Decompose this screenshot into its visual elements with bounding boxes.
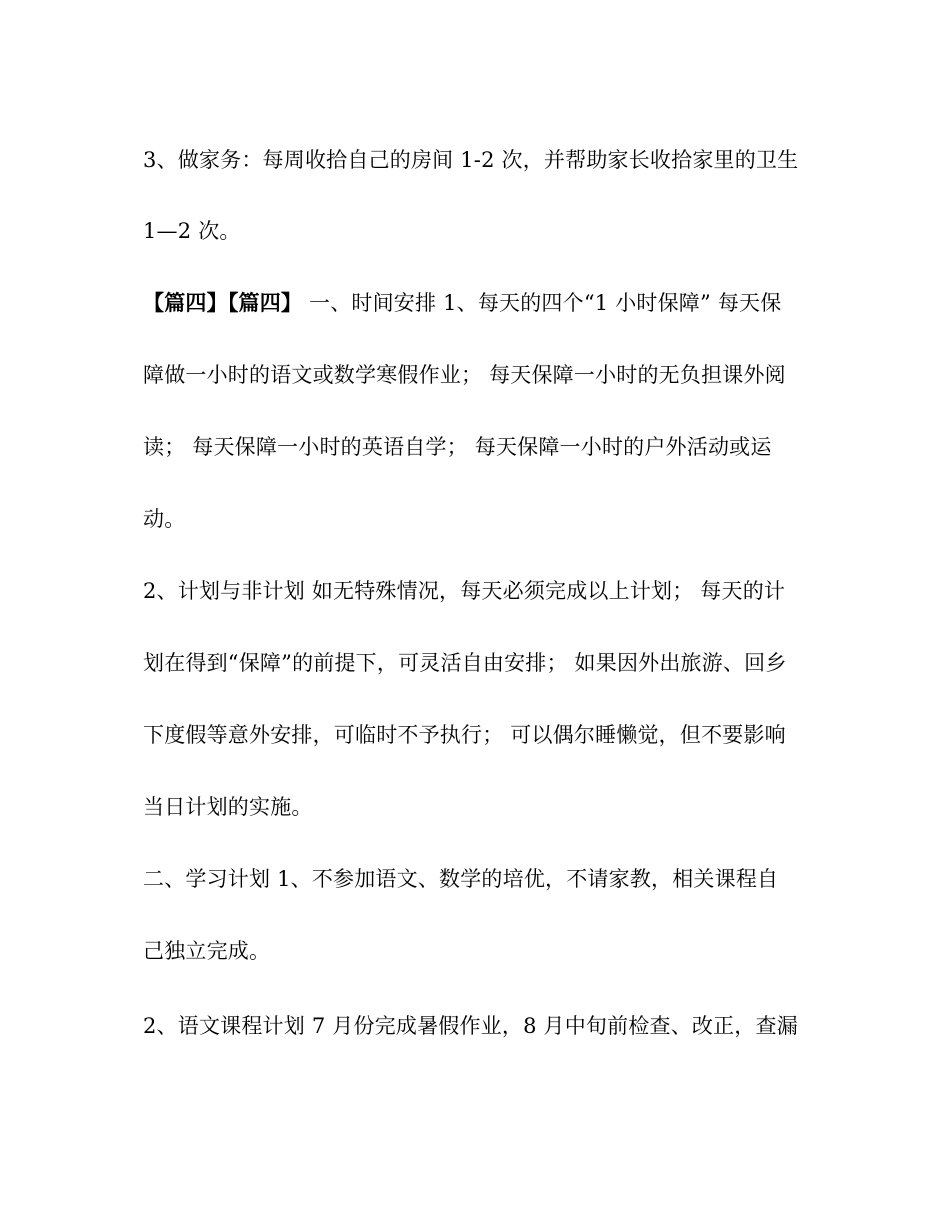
- text-line-10: 当日计划的实施。: [143, 795, 313, 819]
- text-line-2: 1—2 次。: [143, 219, 241, 243]
- text-line-1: 3、做家务：每周收拾自己的房间 1-2 次，并帮助家长收拾家里的卫生: [143, 148, 799, 172]
- text-line-13: 2、语文课程计划 7 月份完成暑假作业，8 月中旬前检查、改正，查漏: [143, 1014, 798, 1038]
- text-line-7: 2、计划与非计划 如无特殊情况，每天必须完成以上计划； 每天的计: [143, 579, 786, 603]
- section-heading-line: [143, 290, 823, 316]
- text-line-6: 动。: [143, 507, 186, 531]
- text-line-8: 划在得到“保障”的前提下，可灵活自由安排； 如果因外出旅游、回乡: [143, 651, 787, 675]
- text-line-4: 障做一小时的语文或数学寒假作业； 每天保障一小时的无负担课外阅: [143, 363, 786, 387]
- text-line-5: 读； 每天保障一小时的英语自学； 每天保障一小时的户外活动或运: [143, 435, 772, 459]
- text-line-11: 二、学习计划 1、不参加语文、数学的培优，不请家教，相关课程自: [143, 867, 779, 891]
- section-label: 【篇四】: [143, 290, 228, 315]
- section-label-repeat: 【篇四】: [227, 290, 303, 315]
- text-line-12: 己独立完成。: [143, 939, 271, 963]
- section-heading-text: 一、时间安排 1、每天的四个“1 小时保障” 每天保: [302, 291, 782, 315]
- text-line-9: 下度假等意外安排，可临时不予执行； 可以偶尔睡懒觉，但不要影响: [143, 723, 786, 747]
